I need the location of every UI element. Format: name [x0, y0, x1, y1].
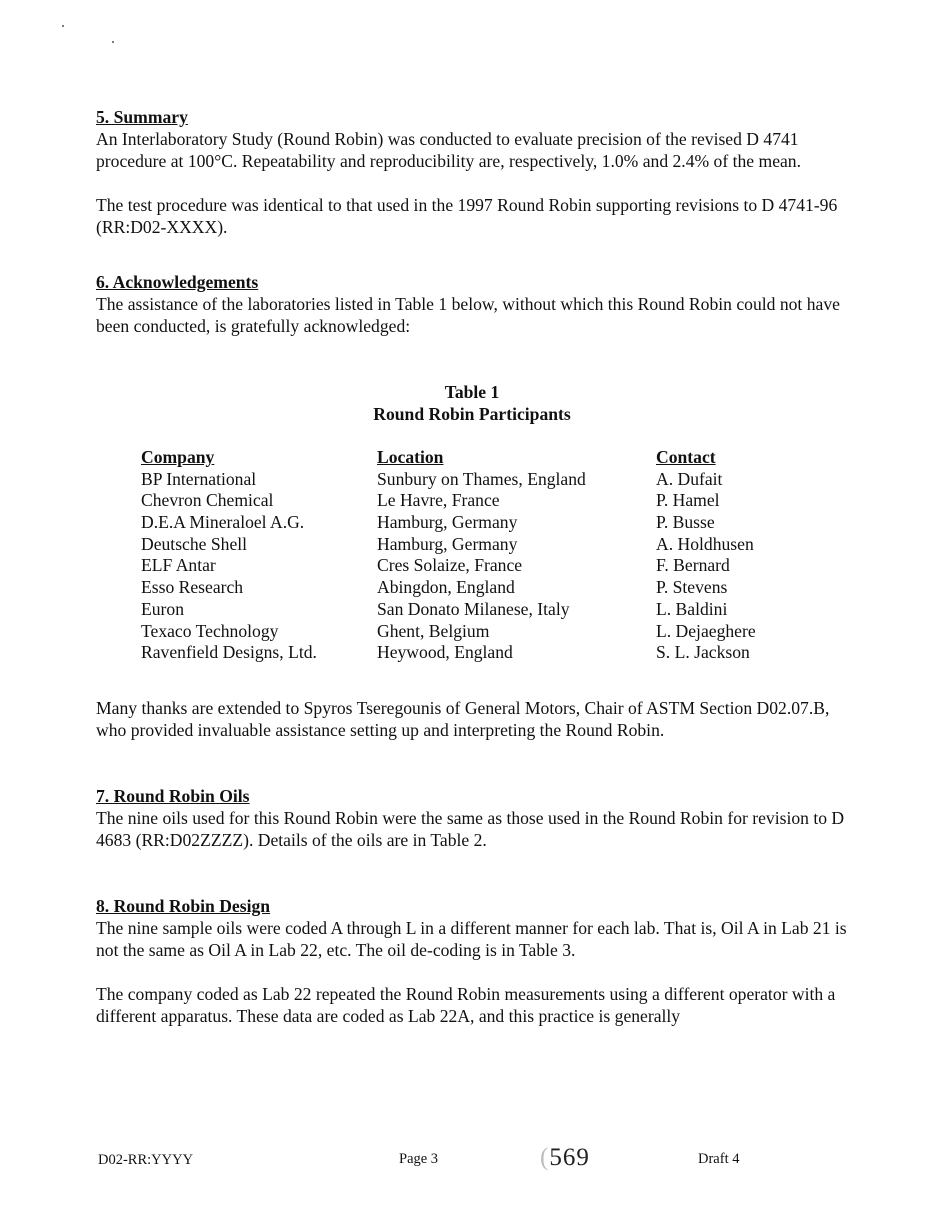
location-cell: San Donato Milanese, Italy: [377, 598, 570, 619]
acknowledgements-heading: 6. Acknowledgements: [96, 272, 259, 292]
contact-cell: L. Baldini: [656, 598, 728, 619]
table1-title: Table 1: [444, 382, 500, 402]
table-row: [141, 577, 781, 599]
summary-heading: 5. Summary: [96, 107, 188, 127]
contact-cell: S. L. Jackson: [656, 642, 750, 663]
company-cell: D.E.A Mineraloel A.G.: [141, 512, 305, 533]
contact-cell: F. Bernard: [656, 555, 730, 576]
location-cell: Cres Solaize, France: [377, 555, 523, 576]
company-cell: Deutsche Shell: [141, 533, 248, 554]
company-cell: ELF Antar: [141, 555, 216, 576]
table-row: [141, 469, 781, 491]
contact-cell: A. Holdhusen: [656, 533, 754, 554]
company-cell: Ravenfield Designs, Ltd.: [141, 642, 317, 663]
contact-cell: L. Dejaeghere: [656, 620, 756, 641]
contact-cell: P. Stevens: [656, 577, 728, 598]
participants-header-row: [141, 447, 781, 469]
design-heading: 8. Round Robin Design: [96, 895, 271, 916]
location-cell: Abingdon, England: [377, 577, 515, 598]
footer-stamp-number: [540, 1144, 590, 1172]
footer-document-id: D02-RR:YYYY: [98, 1152, 194, 1168]
contact-cell: A. Dufait: [656, 468, 723, 489]
column-header-location: Location: [377, 447, 444, 467]
location-cell: Sunbury on Thames, England: [377, 468, 586, 489]
summary-paragraph-2: The test procedure was identical to that used in the 1997 Round Robin supporting revisions to D 4741-96 (RR:D02-XXXX).: [96, 195, 838, 237]
company-cell: Chevron Chemical: [141, 490, 274, 511]
design-paragraph-1: The nine sample oils were coded A through L in a different manner for each lab. That is, Oil A in Lab 21 is not the same as Oil A in Lab 22, etc. The oil de-coding is in Table 3.: [96, 917, 847, 960]
location-cell: Ghent, Belgium: [377, 620, 490, 641]
scan-speck: [112, 41, 114, 43]
company-cell: Texaco Technology: [141, 620, 279, 641]
participants-table: [141, 447, 781, 664]
company-cell: BP International: [141, 468, 257, 489]
contact-cell: P. Busse: [656, 512, 715, 533]
column-header-contact: Contact: [656, 447, 716, 467]
company-cell: Euron: [141, 598, 184, 619]
stamp-prefix: (: [540, 1144, 550, 1171]
oils-heading: 7. Round Robin Oils: [96, 785, 250, 806]
table-row: [141, 512, 781, 534]
page-footer: [0, 1144, 950, 1176]
oils-paragraph-1: The nine oils used for this Round Robin were the same as those used in the Round Robin for revision to D 4683 (RR:D02ZZZZ). Details of the oils are in Table 2.: [96, 807, 845, 850]
document-body: [96, 106, 856, 1027]
location-cell: Heywood, England: [377, 642, 513, 663]
contact-cell: P. Hamel: [656, 490, 720, 511]
table-row: [141, 490, 781, 512]
footer-draft-label: Draft 4: [698, 1151, 740, 1167]
table-row: [141, 555, 781, 577]
location-cell: Le Havre, France: [377, 490, 500, 511]
table1-subtitle: Round Robin Participants: [373, 404, 571, 424]
acknowledgements-paragraph-2: Many thanks are extended to Spyros Tseregounis of General Motors, Chair of ASTM Section D02.07.B, who provided invaluable assistance setting up and interpreting the Round Robin.: [96, 697, 830, 740]
location-cell: Hamburg, Germany: [377, 533, 518, 554]
location-cell: Hamburg, Germany: [377, 512, 518, 533]
summary-paragraph-1: An Interlaboratory Study (Round Robin) was conducted to evaluate precision of the revised D 4741 procedure at 100°C. Repeatability and reproducibility are, respectively, 1.0% and 2.4% of the mean.: [96, 129, 802, 171]
design-paragraph-2: The company coded as Lab 22 repeated the Round Robin measurements using a different operator with a different apparatus. These data are coded as Lab 22A, and this practice is generally: [96, 983, 836, 1026]
table-row: [141, 599, 781, 621]
scan-speck: [62, 25, 64, 27]
table-row: [141, 642, 781, 664]
column-header-company: Company: [141, 447, 215, 467]
table-row: [141, 621, 781, 643]
stamp-digits: 569: [549, 1144, 590, 1171]
acknowledgements-paragraph-1: The assistance of the laboratories listed in Table 1 below, without which this Round Robin could not have been conducted, is gratefully acknowledged:: [96, 294, 840, 336]
table-row: [141, 534, 781, 556]
footer-page-number: Page 3: [399, 1151, 439, 1167]
company-cell: Esso Research: [141, 577, 244, 598]
